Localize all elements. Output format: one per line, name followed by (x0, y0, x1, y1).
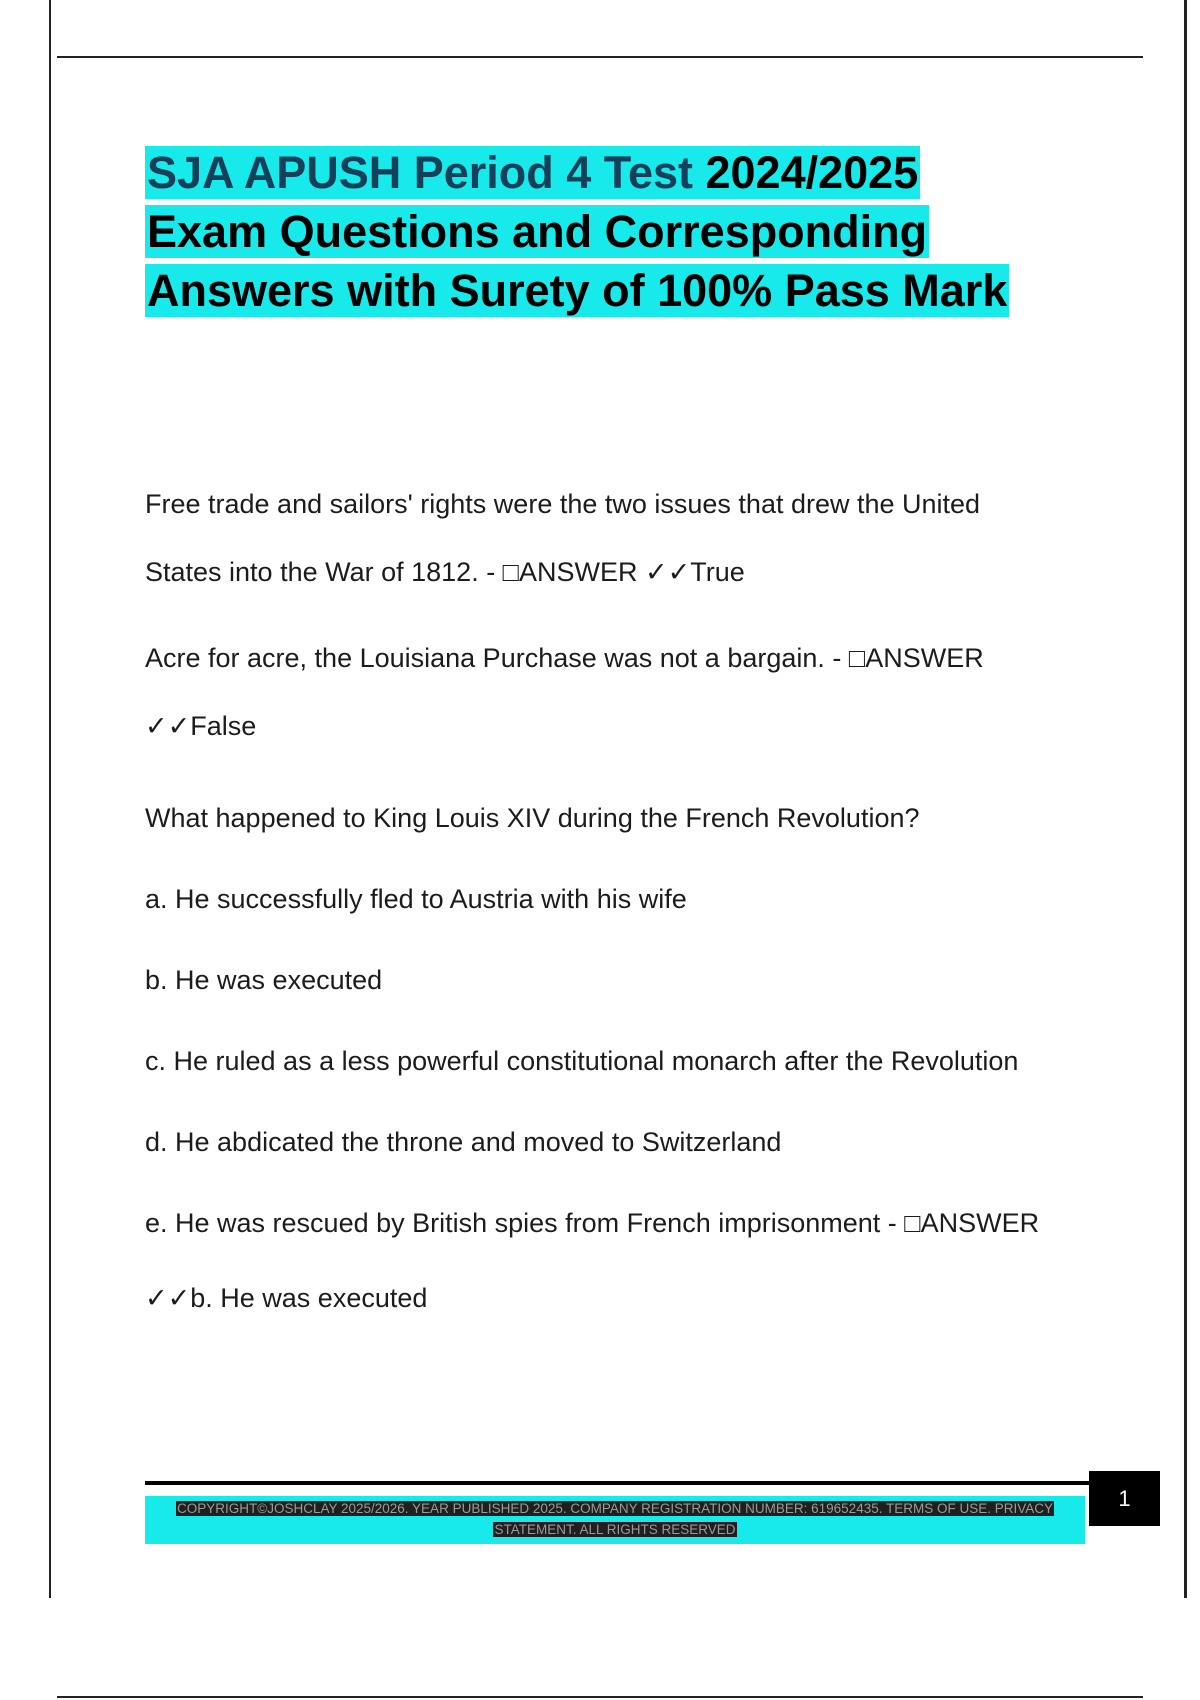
question-3-option-e: e. He was rescued by British spies from French imprisonment - □ANSWER (145, 1208, 1040, 1238)
question-3-option-a: a. He successfully fled to Austria with his wife (145, 884, 687, 914)
copyright-footer (145, 1496, 1085, 1544)
question-3-text: What happened to King Louis XIV during the French Revolution? (145, 803, 920, 833)
title-line-2: Exam Questions and Corresponding (147, 206, 928, 257)
next-page-rule (57, 1696, 1143, 1698)
title-year: 2024/2025 (705, 147, 919, 198)
question-list (145, 470, 1145, 1332)
copyright-line-2: STATEMENT. ALL RIGHTS RESERVED (494, 1522, 736, 1537)
title-course-name: SJA APUSH Period 4 Test (147, 147, 693, 198)
question-1-answer: States into the War of 1812. - □ANSWER ✓✓True (145, 557, 745, 587)
question-3-option-d: d. He abdicated the throne and moved to Switzerland (145, 1127, 782, 1157)
document-title (145, 143, 1095, 320)
footer-rule (145, 1481, 1089, 1485)
page-number: 1 (1089, 1471, 1160, 1526)
page-frame-right (1184, 0, 1187, 1598)
question-1 (145, 470, 1145, 606)
title-line-1 (145, 146, 920, 199)
question-3-option-c: c. He ruled as a less powerful constitutional monarch after the Revolution (145, 1046, 1019, 1076)
question-1-text: Free trade and sailors' rights were the two issues that drew the United (145, 489, 981, 519)
question-2 (145, 624, 1145, 760)
page-frame-left (49, 0, 51, 1598)
question-2-text: Acre for acre, the Louisiana Purchase was not a bargain. - □ANSWER (145, 643, 984, 673)
question-3 (145, 778, 1145, 1332)
title-line-3: Answers with Surety of 100% Pass Mark (147, 265, 1008, 316)
copyright-line-1: COPYRIGHT©JOSHCLAY 2025/2026. YEAR PUBLISHED 2025. COMPANY REGISTRATION NUMBER: 619652435. TERMS OF USE. PRIVACY (177, 1501, 1053, 1516)
question-2-answer: ✓✓False (145, 711, 257, 741)
header-rule (57, 56, 1143, 58)
question-3-answer: ✓✓b. He was executed (145, 1283, 428, 1313)
question-3-option-b: b. He was executed (145, 965, 383, 995)
